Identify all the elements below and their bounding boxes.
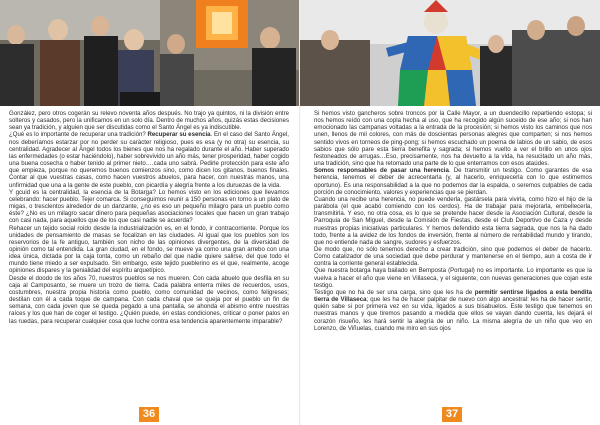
page-number-badge: 37	[442, 407, 462, 422]
village-group-photo	[0, 0, 300, 106]
paragraph: Y gcuid es la centralidad, la esencia de la Botarga? Lo hemos visto en los ediciones que llevamos celebrando: hacer pueblo. Tejer comarca. Si conseguimos reunir a 150 personas en torno a un plato de migas, o tresclentos alrededor de un danzante, ¿no es eso un pequeño milagro para un pueblo como éste? ¿No es un milagro sacar dinero para pequeñas asociaciones locales que hacen un gran trabajo con casi nada, para aquellos que de los que casi nadie se acuerda?	[9, 188, 289, 225]
right-body-text	[314, 110, 592, 332]
paragraph: Testigo que no ha de ser una carga, sino que les ha de permitir sentirse ligados a esta bendita tierra de Villaseca; que les ha de hacer palpitar de nuevo con algo ancestral: les ha de hacer sentir, quién sabe si por primera vez en su vida, ligados a sus bisabuelos. Este testigo que tenemos en nuestras manos y que tiremos pasando a medida que ellos se vayan dando cuenta, les dejará el corazón risueño, les hará sentir la alegría de un niño. La misma alegría de un niño que veo en Lorenzo, de Viñuelas, cuando me miro en sus ojos	[314, 288, 592, 332]
paragraph: Cuando una recibe una herencia, no puede venderla, gastársela para vivirla, como hizo el hijo de la parábola (el que acabó comiendo con los cerdos). Ha de trabajar para mejorarla, embellecerla, transmitirla. Y eso, no otra cosa, es lo que se pretende hacer desde la Asociación Cultural, desde la Parroquia de San Miguel, desde la Comisión de Fiestas, desde el Club Deportivo de Caza y desde nuestras propias iniciativas particulares. Y hemos defendido esta tierra sagrada, que nos la ha dado todo, frente a la avidez de los fondos de inversión, frente al número de rentabilidad mundo y tirando, que no entiende nada de sangre, sudores y esfuerzos.	[314, 195, 592, 246]
paragraph: ¿Qué es lo importante de recuperar una tradición? Recuperar su esencia. En el caso del Santo Ángel, nos deberíamos estarzar por no perder su carácter religioso, pues es esa (y no otra) su esencia, su centralidad. Agradecer al Ángel todos los bienes que nos ha regalado durante el año. Haber superado las enfermedades (o estar haciéndolo), haber sobrevivido un año más, tener prosperidad, haber cogido una buena cosecha o haber tenido al primer nieto….cada uno sabrá. Pedirle protección para este año que empieza, porque no queremos buenos comienzos sino, como dicen los gitanos, buenos finales. Contar al que vuestras casas, como hacen vuestros abuelos, para hacer, con nuestras manos, una unfirmidad que una a la gente de este pueblo, con picardía y alegría frente a los duruezas de la vida.	[9, 131, 289, 189]
paragraph: Rehacer un tejido social roído desde la industrialización es, en el fondo, ir contracorriente. Porque los unidades de pensamiento de masas se focalizan en las ciudades. Al igual que los pueblos son los reservorios de la fe antiguo, también son nicho de las opiniones divergentes, de la diversidad de opinión como tal entendida. La gran ciudad, en el fondo, se mueve ya como una gran arrebo con una idea única, dictada por la caja tonta, como un rebaño del que nadie quiere salirse, del que todo el mundo tiene miedo a ser expulsado. Sin embargo, este tejido pueblerino es el que, realmente, acoge opiniones dispares y la genialidad del espíritu arquetípico.	[9, 224, 289, 275]
paragraph: Que nuestra botarga haya bailado en Bemposta (Portugal) no es importante. Lo importante es que la vuelva a hacer el año que viene en Villaseca, y el siguiente, con nuevas generaciones que cojan este testigo.	[314, 267, 592, 289]
paragraph: González, pero otros cogerán su relevo noventa años después. No trajo ya quintos, ni la división entre solteros y casados, pero la unificamos en un solo día. Dentro de muchos años, quizás estas decisiones sean ya tradición, y alguien que ser discutidas como el Santo Ángel es ya indiscutible.	[9, 110, 289, 132]
page-number-badge: 36	[139, 407, 159, 422]
paragraph: Desde el doodo de los años 70, nuestros pueblos se nos mueren. Con cada abuelo que desfila en su caja al Camposanto, se muere un trozo de tierra. Cada palabra enterra miles de recuerdos, usos, costumbres, nuestra propia historia como pueblo, como comunidad de vecinos, como feligreses; destilan con él a cada toque de campana. Con cada chaval que se queja por el pueblo un fin de semana, con cada joven que se queda pegado a una pantalla, se ahonda el abismo entre nuestras raíces y los que han de coger el testigo. ¿Quién puede, en estas condiciones, criticar o poner palos en las ruedas, para recuperar cualquier cosa que luche contra esa tendencia aparentemente imparable?	[9, 274, 289, 325]
botarga-costume-photo	[300, 0, 600, 106]
right-page	[300, 0, 600, 425]
left-body-text	[9, 110, 289, 325]
paragraph: Si hemos visto gancheros sobre troncos por la Calle Mayor, a un duendecillo repartiendo estopa; si nos hemos reído con una copla hecha al uso, que ha recogido algún suceido de ese año; si nos han emocionado las campanas voltadas a la entrada de la procesión; si hemos visto los caminos que nos unen, llenos de mil colores, con más de doscientas personas alegres que comparten; si nos hemos sentido vivos en torneos de ping-pong; si hemos escuchado un poema de labios de un sabio, de esos sabios que sólo pare esta tierra benefita y sagrada; si hemos vuelto a ver el brillo en unos ojos festoneados de arrugas…Eso, precisamente, nos ha devuelto a la vida, ha resucitado un año más, una tradición, sino que ha retomado una parte de lo que enterramos con esos ataúdes.	[314, 110, 592, 168]
paragraph: De modo que, no sólo tenemos derecho a crear tradición, sino que podemos el deber de hacerlo. Como catalizador de una sociedad que debe perdurar y mantenerse en el tiempo, aun a costa de ir contra la corriente general establecida.	[314, 245, 592, 268]
paragraph: Somos responsables de pasar una herencia. De transmitir un testigo. Como garantes de esa herencia, tenemos el deber de acrecentarla (y, al hacerlo, enriquecerla con lo que estimemos oportuno). Es una responsabilidad a la que no podemos dar la espalda, o seremos culpables de cada porción de conocimiento, valores y experiencias que se pierdan.	[314, 167, 593, 196]
